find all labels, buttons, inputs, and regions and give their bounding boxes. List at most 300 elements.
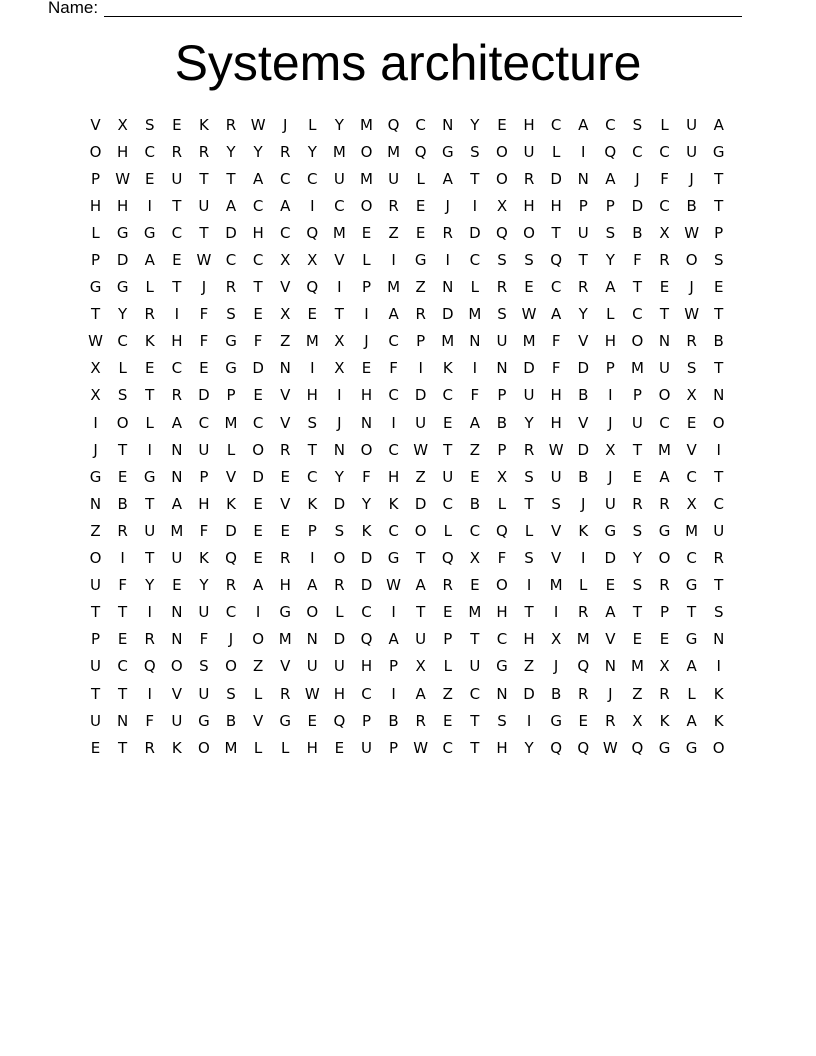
grid-letter: F	[551, 332, 561, 351]
grid-letter: Y	[253, 142, 263, 161]
grid-letter: M	[685, 521, 699, 540]
grid-letter: C	[713, 494, 724, 513]
grid-letter: T	[118, 603, 128, 622]
grid-letter: T	[578, 251, 588, 270]
grid-letter: W	[548, 440, 564, 459]
grid-letter: W	[115, 169, 131, 188]
grid-letter: R	[442, 223, 453, 242]
grid-letter: X	[659, 223, 670, 242]
grid-letter: E	[117, 467, 128, 486]
grid-letter: R	[171, 386, 183, 405]
grid-letter: E	[361, 359, 372, 378]
grid-letter: A	[252, 169, 264, 188]
grid-letter: N	[306, 630, 318, 649]
grid-letter: A	[415, 576, 426, 595]
grid-letter: C	[117, 332, 128, 351]
grid-letter: J	[553, 657, 559, 676]
name-underline	[104, 16, 742, 17]
grid-letter: F	[253, 332, 263, 351]
grid-letter: G	[225, 332, 237, 351]
grid-letter: N	[171, 603, 183, 622]
grid-letter: G	[658, 521, 671, 540]
grid-letter: O	[414, 521, 427, 540]
grid-letter: U	[198, 440, 210, 459]
grid-letter: O	[252, 630, 265, 649]
grid-letter: T	[118, 738, 128, 757]
grid-letter: T	[145, 494, 155, 513]
grid-letter: D	[523, 684, 535, 703]
grid-letter: P	[714, 223, 724, 242]
grid-letter: G	[685, 576, 698, 595]
grid-letter: A	[605, 169, 616, 188]
grid-letter: J	[364, 332, 369, 351]
grid-row	[82, 382, 732, 409]
grid-letter: H	[550, 196, 562, 215]
grid-letter: R	[225, 278, 237, 297]
grid-letter: R	[279, 684, 291, 703]
grid-letter: U	[686, 115, 698, 134]
grid-letter: A	[388, 630, 399, 649]
grid-letter: C	[388, 440, 399, 459]
grid-letter: G	[116, 223, 129, 242]
grid-letter: S	[524, 467, 534, 486]
grid-letter: E	[144, 169, 155, 188]
grid-letter: H	[117, 196, 129, 215]
grid-letter: R	[578, 684, 589, 703]
grid-letter: E	[605, 576, 616, 595]
grid-letter: O	[252, 440, 265, 459]
grid-letter: I	[445, 251, 450, 270]
grid-letter: X	[659, 657, 670, 676]
grid-letter: P	[632, 386, 642, 405]
grid-letter: O	[523, 223, 535, 242]
grid-letter: M	[224, 413, 238, 432]
grid-letter: M	[441, 332, 455, 351]
grid-letter: R	[225, 115, 237, 134]
grid-letter: H	[306, 738, 318, 757]
grid-letter: T	[714, 576, 724, 595]
grid-letter: P	[361, 278, 371, 297]
grid-row	[82, 463, 732, 490]
grid-letter: I	[337, 278, 342, 297]
grid-letter: B	[578, 386, 589, 405]
grid-letter: X	[469, 549, 480, 568]
grid-letter: M	[360, 115, 373, 134]
grid-letter: Z	[90, 521, 101, 540]
grid-letter: V	[171, 684, 182, 703]
grid-letter: C	[469, 251, 481, 270]
grid-letter: O	[89, 142, 102, 161]
grid-letter: P	[605, 196, 615, 215]
grid-letter: W	[386, 576, 401, 595]
grid-letter: I	[255, 603, 261, 622]
page-title: Systems architecture	[174, 35, 642, 91]
grid-letter: I	[310, 359, 315, 378]
grid-letter: U	[577, 223, 589, 242]
grid-letter: C	[225, 603, 237, 622]
grid-letter: S	[117, 386, 128, 405]
grid-letter: B	[550, 684, 562, 703]
grid-letter: T	[443, 440, 453, 459]
grid-letter: N	[442, 278, 454, 297]
grid-letter: Y	[226, 142, 236, 161]
grid-letter: U	[90, 657, 102, 676]
grid-letter: F	[199, 305, 209, 324]
grid-letter: R	[659, 576, 670, 595]
grid-letter: G	[550, 711, 562, 730]
grid-letter: O	[712, 738, 725, 757]
grid-letter: Q	[550, 738, 563, 757]
grid-letter: P	[605, 359, 615, 378]
grid-letter: M	[170, 521, 184, 540]
grid-letter: S	[307, 413, 318, 432]
grid-letter: O	[198, 738, 210, 757]
grid-letter: C	[144, 142, 155, 161]
grid-letter: U	[442, 467, 454, 486]
grid-letter: V	[605, 630, 616, 649]
grid-row	[82, 138, 732, 165]
grid-letter: F	[497, 549, 507, 568]
grid-letter: R	[659, 494, 670, 513]
grid-letter: A	[713, 115, 724, 134]
grid-letter: Z	[523, 657, 535, 676]
grid-letter: C	[442, 494, 453, 513]
grid-letter: D	[414, 494, 427, 513]
grid-letter: H	[523, 115, 535, 134]
grid-letter: E	[415, 196, 426, 215]
grid-letter: D	[577, 440, 590, 459]
grid-letter: E	[117, 630, 128, 649]
grid-letter: L	[551, 142, 561, 161]
grid-letter: Q	[306, 223, 319, 242]
grid-letter: R	[578, 603, 589, 622]
grid-letter: E	[578, 711, 588, 730]
grid-letter: R	[225, 576, 237, 595]
grid-letter: S	[334, 521, 345, 540]
grid-letter: U	[360, 738, 372, 757]
grid-letter: U	[415, 630, 427, 649]
grid-letter: G	[143, 467, 156, 486]
grid-letter: B	[469, 494, 480, 513]
grid-letter: J	[93, 440, 98, 459]
grid-letter: I	[364, 305, 369, 324]
grid-letter: F	[199, 521, 209, 540]
grid-letter: C	[496, 630, 508, 649]
grid-letter: K	[388, 494, 399, 513]
grid-letter: E	[470, 467, 480, 486]
grid-letter: W	[250, 115, 266, 134]
grid-letter: E	[253, 521, 263, 540]
grid-letter: O	[170, 657, 183, 676]
grid-letter: R	[388, 196, 399, 215]
grid-letter: K	[144, 332, 155, 351]
grid-letter: L	[253, 684, 263, 703]
grid-letter: E	[470, 576, 480, 595]
grid-letter: J	[228, 630, 234, 649]
grid-letter: U	[550, 467, 562, 486]
grid-letter: K	[713, 711, 724, 730]
grid-letter: T	[714, 169, 724, 188]
grid-letter: F	[660, 169, 669, 188]
grid-letter: E	[253, 549, 263, 568]
grid-letter: N	[496, 359, 508, 378]
grid-letter: U	[333, 657, 345, 676]
grid-row	[82, 219, 732, 246]
grid-letter: I	[716, 657, 721, 676]
grid-letter: L	[91, 223, 100, 242]
grid-letter: Q	[360, 630, 373, 649]
grid-letter: R	[279, 440, 291, 459]
grid-letter: R	[632, 494, 643, 513]
grid-letter: T	[659, 305, 670, 324]
grid-letter: U	[90, 576, 102, 595]
grid-letter: W	[304, 684, 320, 703]
grid-letter: T	[199, 169, 209, 188]
grid-letter: T	[172, 278, 182, 297]
grid-letter: F	[633, 251, 642, 270]
grid-letter: U	[523, 142, 535, 161]
grid-letter: T	[524, 603, 534, 622]
grid-letter: S	[144, 115, 155, 134]
grid-letter: I	[147, 684, 152, 703]
grid-letter: M	[522, 332, 536, 351]
grid-letter: L	[443, 521, 452, 540]
grid-letter: Q	[414, 142, 427, 161]
grid-letter: U	[604, 494, 616, 513]
grid-letter: T	[253, 278, 263, 297]
grid-letter: T	[470, 711, 480, 730]
grid-letter: O	[89, 549, 102, 568]
grid-letter: X	[415, 657, 426, 676]
grid-letter: H	[496, 738, 508, 757]
grid-letter: T	[632, 278, 642, 297]
grid-letter: V	[686, 440, 697, 459]
grid-letter: X	[90, 359, 101, 378]
grid-letter: B	[713, 332, 724, 351]
grid-letter: O	[496, 576, 508, 595]
grid-letter: I	[418, 359, 423, 378]
grid-letter: T	[145, 386, 155, 405]
grid-letter: C	[279, 169, 291, 188]
grid-letter: G	[387, 549, 400, 568]
grid-letter: U	[686, 142, 698, 161]
grid-letter: A	[280, 196, 291, 215]
grid-letter: C	[415, 115, 426, 134]
grid-letter: M	[658, 440, 671, 459]
grid-letter: P	[91, 169, 101, 188]
grid-letter: U	[306, 657, 318, 676]
grid-letter: G	[279, 603, 292, 622]
grid-letter: R	[523, 440, 535, 459]
grid-row	[82, 436, 732, 463]
grid-letter: U	[713, 521, 725, 540]
grid-letter: G	[604, 521, 617, 540]
grid-letter: D	[225, 521, 237, 540]
grid-letter: C	[388, 521, 399, 540]
grid-letter: E	[334, 738, 345, 757]
grid-letter: D	[333, 494, 346, 513]
grid-letter: S	[226, 305, 236, 324]
grid-letter: Y	[118, 305, 128, 324]
grid-letter: I	[581, 549, 586, 568]
grid-letter: I	[310, 549, 315, 568]
grid-letter: U	[198, 603, 210, 622]
grid-letter: R	[198, 142, 210, 161]
grid-letter: F	[118, 576, 127, 595]
grid-row	[82, 517, 732, 544]
grid-letter: C	[442, 386, 453, 405]
grid-letter: J	[201, 278, 207, 297]
grid-letter: L	[145, 278, 154, 297]
grid-letter: P	[443, 630, 453, 649]
grid-letter: D	[414, 386, 427, 405]
grid-letter: P	[389, 738, 399, 757]
grid-letter: S	[632, 521, 643, 540]
grid-letter: Z	[469, 440, 480, 459]
grid-letter: S	[497, 251, 507, 270]
grid-letter: B	[117, 494, 128, 513]
grid-letter: I	[472, 359, 478, 378]
grid-letter: N	[604, 657, 616, 676]
grid-letter: I	[147, 196, 152, 215]
grid-letter: U	[469, 657, 481, 676]
grid-letter: T	[714, 196, 724, 215]
grid-letter: D	[360, 549, 373, 568]
grid-letter: U	[171, 169, 183, 188]
grid-letter: G	[143, 223, 156, 242]
grid-letter: E	[253, 494, 263, 513]
grid-letter: R	[578, 278, 589, 297]
grid-letter: C	[225, 251, 237, 270]
grid-letter: H	[333, 684, 346, 703]
grid-letter: P	[307, 521, 317, 540]
grid-letter: M	[576, 630, 590, 649]
grid-letter: Y	[632, 549, 642, 568]
grid-letter: C	[252, 251, 264, 270]
grid-letter: C	[388, 332, 399, 351]
grid-letter: Z	[388, 223, 399, 242]
grid-letter: S	[470, 142, 480, 161]
grid-letter: W	[413, 440, 429, 459]
grid-letter: K	[578, 521, 589, 540]
grid-letter: V	[551, 549, 562, 568]
grid-letter: L	[606, 305, 615, 324]
grid-letter: R	[279, 549, 291, 568]
grid-letter: G	[685, 630, 698, 649]
grid-letter: D	[631, 196, 644, 215]
grid-letter: G	[89, 467, 102, 486]
grid-letter: R	[605, 711, 616, 730]
grid-letter: I	[174, 305, 180, 324]
grid-letter: T	[524, 494, 534, 513]
grid-letter: E	[307, 711, 318, 730]
grid-letter: M	[332, 223, 346, 242]
grid-letter: N	[577, 169, 589, 188]
grid-letter: D	[523, 359, 535, 378]
grid-letter: O	[685, 251, 698, 270]
grid-letter: I	[391, 413, 396, 432]
grid-letter: Y	[605, 251, 615, 270]
grid-letter: N	[279, 359, 291, 378]
grid-letter: D	[116, 251, 129, 270]
grid-letter: H	[198, 494, 210, 513]
grid-letter: E	[659, 630, 670, 649]
grid-letter: T	[199, 223, 209, 242]
grid-letter: C	[307, 169, 318, 188]
grid-letter: R	[415, 711, 426, 730]
grid-letter: J	[635, 169, 640, 188]
grid-letter: F	[145, 711, 155, 730]
grid-letter: V	[578, 413, 589, 432]
grid-letter: X	[117, 115, 128, 134]
grid-letter: I	[608, 386, 613, 405]
grid-letter: E	[253, 386, 263, 405]
grid-letter: L	[687, 684, 696, 703]
grid-letter: Q	[577, 738, 590, 757]
grid-letter: M	[305, 332, 319, 351]
grid-letter: P	[91, 251, 101, 270]
grid-letter: V	[551, 521, 562, 540]
grid-letter: T	[714, 305, 724, 324]
grid-letter: I	[147, 603, 152, 622]
grid-letter: Q	[577, 657, 590, 676]
grid-letter: M	[468, 305, 482, 324]
grid-letter: W	[602, 738, 618, 757]
grid-letter: A	[659, 467, 670, 486]
grid-letter: G	[712, 142, 725, 161]
grid-letter: R	[171, 142, 183, 161]
grid-letter: P	[361, 711, 371, 730]
grid-letter: A	[415, 684, 426, 703]
name-label: Name:	[48, 0, 99, 17]
grid-letter: E	[659, 278, 670, 297]
grid-letter: W	[521, 305, 537, 324]
grid-letter: B	[496, 413, 508, 432]
grid-letter: I	[581, 142, 586, 161]
grid-letter: I	[310, 196, 315, 215]
grid-letter: M	[630, 657, 644, 676]
grid-letter: D	[252, 359, 264, 378]
grid-letter: Y	[361, 494, 372, 513]
grid-letter: Y	[334, 467, 344, 486]
grid-letter: U	[198, 196, 210, 215]
grid-letter: F	[362, 467, 371, 486]
grid-letter: G	[658, 738, 671, 757]
grid-letter: Y	[334, 115, 344, 134]
grid-letter: O	[496, 142, 508, 161]
grid-letter: X	[307, 251, 318, 270]
grid-letter: S	[632, 576, 643, 595]
grid-letter: L	[470, 278, 480, 297]
grid-letter: R	[659, 684, 670, 703]
grid-letter: N	[658, 332, 671, 351]
grid-letter: C	[632, 305, 643, 324]
grid-letter: E	[632, 467, 643, 486]
grid-letter: J	[608, 413, 613, 432]
grid-letter: D	[225, 223, 237, 242]
grid-letter: E	[280, 521, 290, 540]
grid-letter: L	[226, 440, 236, 459]
grid-letter: V	[280, 278, 291, 297]
grid-letter: R	[117, 521, 128, 540]
grid-letter: C	[469, 521, 481, 540]
grid-letter: A	[605, 278, 616, 297]
grid-letter: Q	[225, 549, 237, 568]
grid-row	[82, 680, 732, 707]
grid-letter: T	[145, 549, 155, 568]
grid-letter: T	[714, 359, 724, 378]
grid-letter: K	[713, 684, 724, 703]
